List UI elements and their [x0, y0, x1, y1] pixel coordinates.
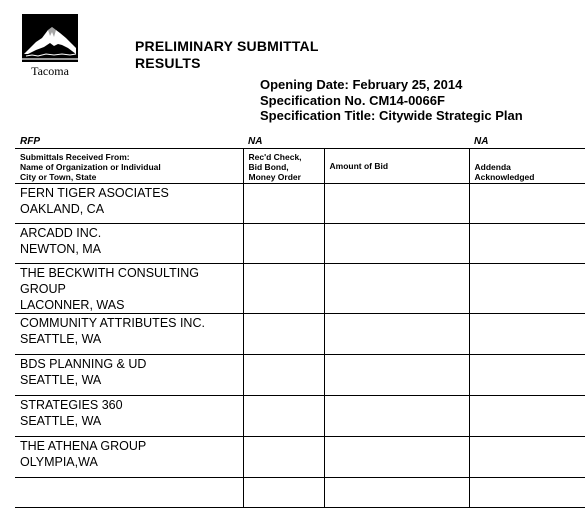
check-cell [243, 224, 324, 264]
amount-cell [324, 437, 469, 478]
check-cell [243, 478, 324, 508]
header-submittals-line-2: Name of Organization or Individual [20, 162, 161, 172]
header-addenda [469, 149, 585, 184]
specification-title: Specification Title: Citywide Strategic Plan [260, 108, 523, 123]
check-cell [243, 184, 324, 224]
header-amount: Amount of Bid [324, 149, 469, 184]
amount-cell [324, 396, 469, 437]
amount-cell [324, 264, 469, 314]
submitter-line: SEATTLE, WA [20, 414, 102, 428]
addenda-cell [469, 264, 585, 314]
header-addenda-line-1: Addenda [474, 162, 511, 172]
check-cell [243, 355, 324, 396]
title-line-1: PRELIMINARY SUBMITTAL [135, 38, 319, 54]
submitter-line: GROUP [20, 282, 66, 296]
amount-top-blank [324, 136, 469, 149]
addenda-cell [469, 478, 585, 508]
specification-number: Specification No. CM14-0066F [260, 92, 445, 108]
amount-cell [324, 314, 469, 355]
submitter-line: ARCADD INC. [20, 226, 102, 240]
header-submittals-line-1: Submittals Received From: [20, 152, 130, 162]
submitter-line: THE ATHENA GROUP [20, 439, 147, 453]
submitter-cell [15, 478, 243, 508]
table-row [15, 478, 585, 508]
na-label-addenda: NA [474, 136, 489, 147]
submitter-line: FERN TIGER ASOCIATES [20, 186, 169, 200]
mountain-icon [22, 14, 78, 62]
title-line-2: RESULTS [135, 55, 201, 71]
submittal-rows [15, 184, 585, 508]
amount-cell [324, 184, 469, 224]
table-row [15, 396, 585, 437]
table-top-labels [15, 136, 585, 149]
submitter-line: LACONNER, WAS [20, 298, 125, 312]
opening-date: Opening Date: February 25, 2014 [260, 77, 463, 92]
header-check [243, 149, 324, 184]
submitter-line: OLYMPIA,WA [20, 455, 98, 469]
amount-cell [324, 355, 469, 396]
submitter-cell [15, 396, 243, 437]
submitter-cell [15, 264, 243, 314]
addenda-cell [469, 396, 585, 437]
header-submittals-line-3: City or Town, State [20, 172, 97, 182]
submitter-line: OAKLAND, CA [20, 202, 105, 216]
table-row [15, 437, 585, 478]
check-cell [243, 314, 324, 355]
submitter-line: NEWTON, MA [20, 242, 102, 256]
table-row [15, 224, 585, 264]
check-cell [243, 396, 324, 437]
table-row [15, 355, 585, 396]
table-row [15, 314, 585, 355]
logo-wordmark: Tacoma [31, 64, 69, 78]
city-logo [22, 14, 78, 80]
submitter-line: THE BECKWITH CONSULTING [20, 266, 199, 280]
table-header-row [15, 149, 585, 184]
table-row [15, 184, 585, 224]
na-label-check: NA [248, 136, 263, 147]
submitter-cell [15, 437, 243, 478]
header-check-line-3: Money Order [248, 172, 301, 182]
header-check-line-2: Bid Bond, [248, 162, 289, 172]
submitter-line: SEATTLE, WA [20, 332, 102, 346]
addenda-cell [469, 314, 585, 355]
submitter-line: COMMUNITY ATTRIBUTES INC. [20, 316, 205, 330]
table-row [15, 264, 585, 314]
amount-cell [324, 478, 469, 508]
header-addenda-line-2: Acknowledged [474, 172, 535, 182]
submitter-cell [15, 224, 243, 264]
submitter-line: BDS PLANNING & UD [20, 357, 147, 371]
submitter-cell [15, 184, 243, 224]
addenda-cell [469, 184, 585, 224]
submittals-table [15, 136, 585, 508]
addenda-cell [469, 437, 585, 478]
check-cell [243, 437, 324, 478]
check-cell [243, 264, 324, 314]
bid-meta [260, 77, 523, 124]
document-title [135, 38, 319, 72]
addenda-cell [469, 224, 585, 264]
addenda-cell [469, 355, 585, 396]
submitter-cell [15, 355, 243, 396]
submitter-line: STRATEGIES 360 [20, 398, 123, 412]
header-submittals [15, 149, 243, 184]
submitter-line: SEATTLE, WA [20, 373, 102, 387]
header-check-line-1: Rec'd Check, [248, 152, 302, 162]
submitter-cell [15, 314, 243, 355]
amount-cell [324, 224, 469, 264]
rfp-label: RFP [20, 136, 40, 147]
